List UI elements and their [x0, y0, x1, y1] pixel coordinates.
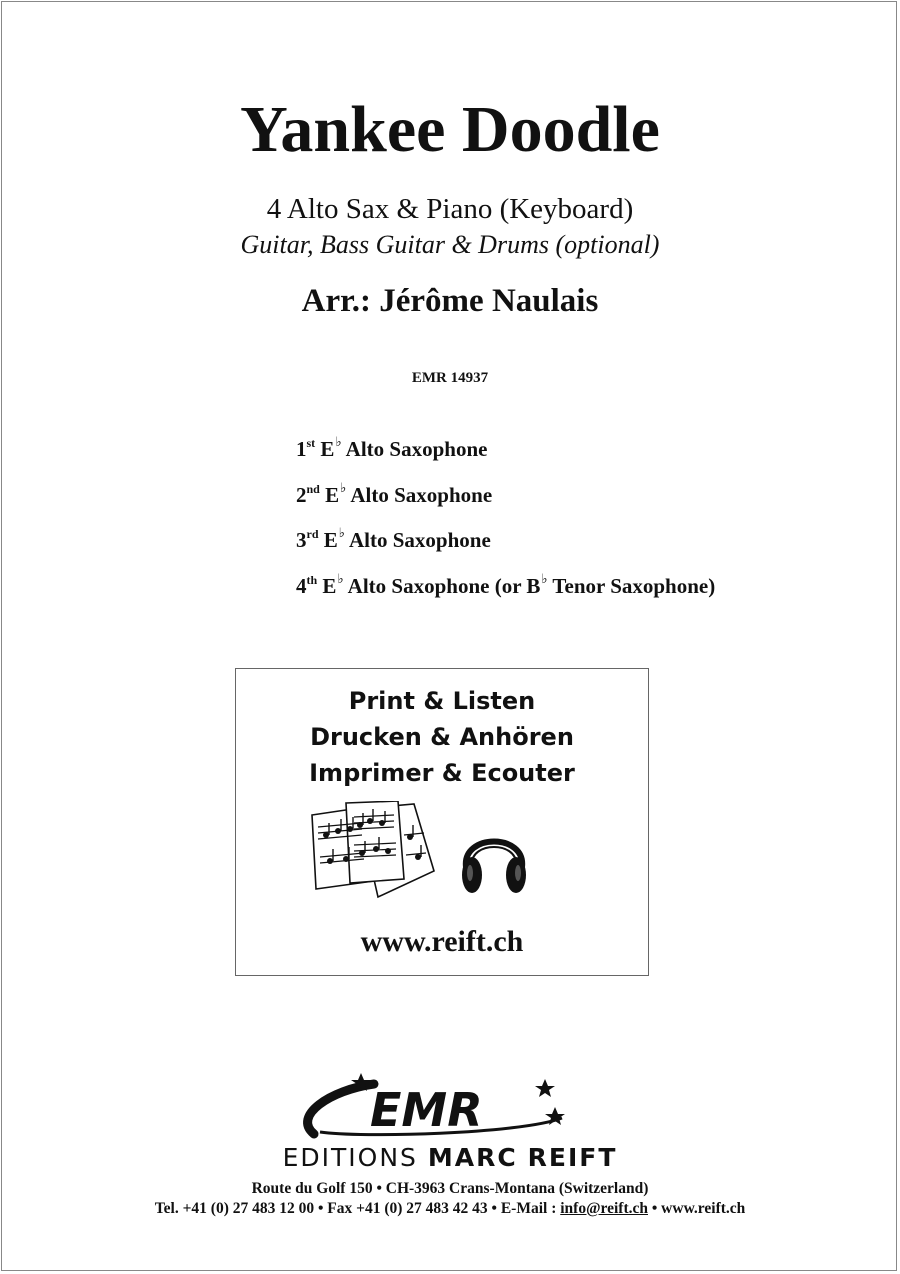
sheet-music-icon	[306, 801, 436, 906]
publisher-name: EDITIONS MARC REIFT	[282, 1143, 618, 1172]
optional-instruments: Guitar, Bass Guitar & Drums (optional)	[240, 230, 660, 259]
part-item: 2nd E♭ Alto Saxophone	[296, 479, 493, 507]
arranger: Arr.: Jérôme Naulais	[301, 283, 599, 319]
publisher-contact: Tel. +41 (0) 27 483 12 00 • Fax +41 (0) 27 483 42 43 • E-Mail : info@reift.ch • www.reift.ch	[154, 1200, 746, 1217]
page-title: Yankee Doodle	[240, 93, 660, 166]
part-item: 3rd E♭ Alto Saxophone	[296, 525, 491, 552]
catalog-number: EMR 14937	[411, 370, 489, 386]
promo-url[interactable]: www.reift.ch	[360, 925, 524, 958]
emr-logo	[300, 1072, 590, 1147]
promo-line-en: Print & Listen	[348, 687, 536, 715]
publisher-address: Route du Golf 150 • CH-3963 Crans-Montana (Switzerland)	[251, 1180, 649, 1197]
instrumentation: 4 Alto Sax & Piano (Keyboard)	[266, 193, 634, 225]
promo-line-de: Drucken & Anhören	[310, 723, 574, 751]
part-item: 1st E♭ Alto Saxophone	[296, 434, 488, 461]
email-link[interactable]: info@reift.ch	[560, 1200, 648, 1217]
headphones-icon	[458, 819, 530, 904]
print-listen-box	[235, 668, 649, 976]
part-item: 4th E♭ Alto Saxophone (or B♭ Tenor Saxophone)	[296, 570, 716, 598]
parts-list	[296, 434, 716, 619]
promo-line-fr: Imprimer & Ecouter	[309, 759, 575, 787]
emr-logo-text: EMR	[370, 1083, 483, 1137]
